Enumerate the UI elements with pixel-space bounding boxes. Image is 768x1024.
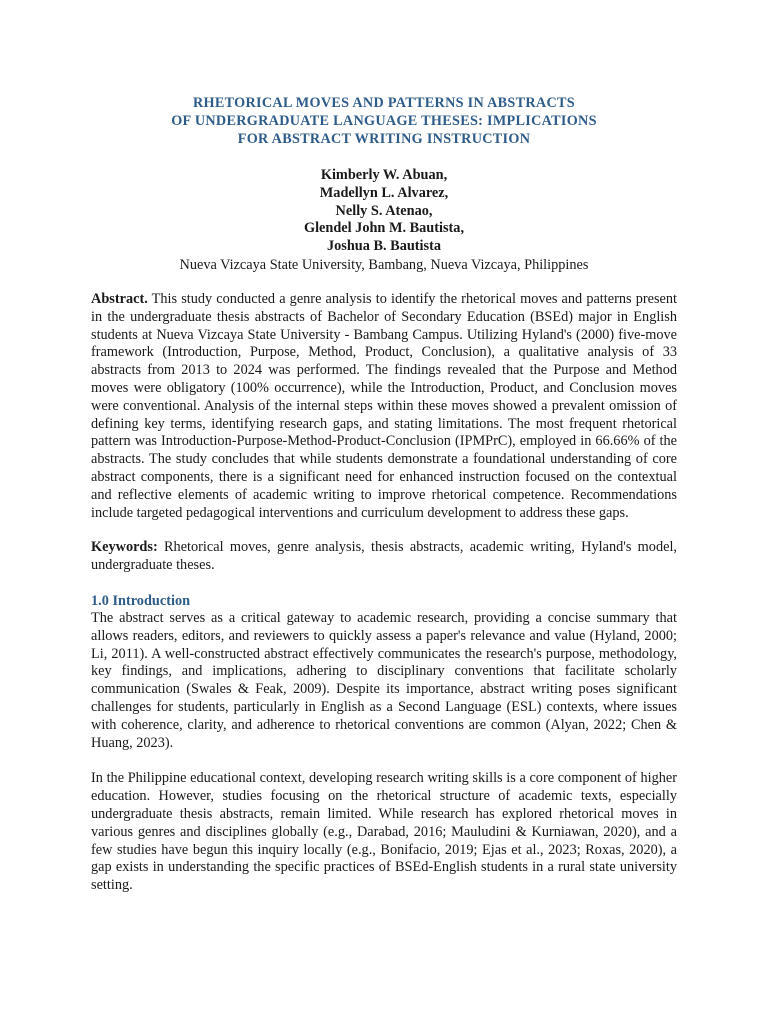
keywords-label: Keywords: [91,539,158,556]
author-list [91,167,677,256]
abstract-text: This study conducted a genre analysis to identify the rhetorical moves and patterns present in the undergraduate thesis abstracts of Bachelor of Secondary Education (BSEd) major in English students at Nueva Vizcaya State University - Bambang Campus. Utilizing Hyland's (2000) five-move framework (Introduction, Purpose, Method, Product, Conclusion), a qualitative analysis of 33 abstracts from 2013 to 2024 was performed. The findings revealed that the Purpose and Method moves were obligatory (100% occurrence), while the Introduction, Product, and Conclusion moves were conventional. Analysis of the internal steps within these moves showed a prevalent omission of defining key terms, identifying research gaps, and stating limitations. The most frequent rhetorical pattern was Introduction-Purpose-Method-Product-Conclusion (IPMPrC), employed in 66.66% of the abstracts. The study concludes that while students demonstrate a foundational understanding of core abstract components, there is a significant need for enhanced instruction focused on the contextual and reflective elements of academic writing to improve rhetorical competence. Recommendations include targeted pedagogical interventions and curriculum development to address these gaps. [91,290,677,521]
abstract-section [91,291,677,522]
author-affiliation: Nueva Vizcaya State University, Bambang, Nueva Vizcaya, Philippines [179,256,589,273]
body-paragraph: In the Philippine educational context, developing research writing skills is a core component of higher education. However, studies focusing on the rhetorical structure of academic texts, especially undergraduate thesis abstracts, remain limited. While research has explored rhetorical moves in various genres and disciplines globally (e.g., Darabad, 2016; Mauludini & Kurniawan, 2020), and a few studies have begun this inquiry locally (e.g., Bonifacio, 2019; Ejas et al., 2023; Roxas, 2020), a gap exists in understanding the specific practices of BSEd-English students in a rural state university setting. [91,770,677,894]
paper-title [91,94,677,148]
body-paragraph: The abstract serves as a critical gateway to academic research, providing a concise summary that allows readers, editors, and reviewers to quickly assess a paper's relevance and value (Hyland, 2000; Li, 2011). A well-constructed abstract effectively communicates the research's purpose, methodology, key findings, and implications, adhering to disciplinary conventions that facilitate scholarly communication (Swales & Feak, 2009). Despite its importance, abstract writing poses significant challenges for students, particularly in English as a Second Language (ESL) contexts, where issues with coherence, clarity, and adherence to rhetorical conventions are common (Alyan, 2022; Chen & Huang, 2023). [91,609,677,751]
title-line: OF UNDERGRADUATE LANGUAGE THESES: IMPLICATIONS [171,113,597,129]
title-line: RHETORICAL MOVES AND PATTERNS IN ABSTRACTS [193,95,575,111]
author-name: Nelly S. Atenao, [335,202,433,219]
author-name: Glendel John M. Bautista, [303,220,465,237]
keywords-section [91,539,677,575]
author-name: Joshua B. Bautista [326,238,441,255]
author-name: Kimberly W. Abuan, [320,167,448,183]
introduction-heading: 1.0 Introduction [91,592,191,609]
author-name: Madellyn L. Alvarez, [319,184,449,201]
title-line: FOR ABSTRACT WRITING INSTRUCTION [237,131,531,147]
keywords-text: Rhetorical moves, genre analysis, thesis abstracts, academic writing, Hyland's model, undergraduate theses. [91,539,677,574]
abstract-label: Abstract. [91,290,148,307]
